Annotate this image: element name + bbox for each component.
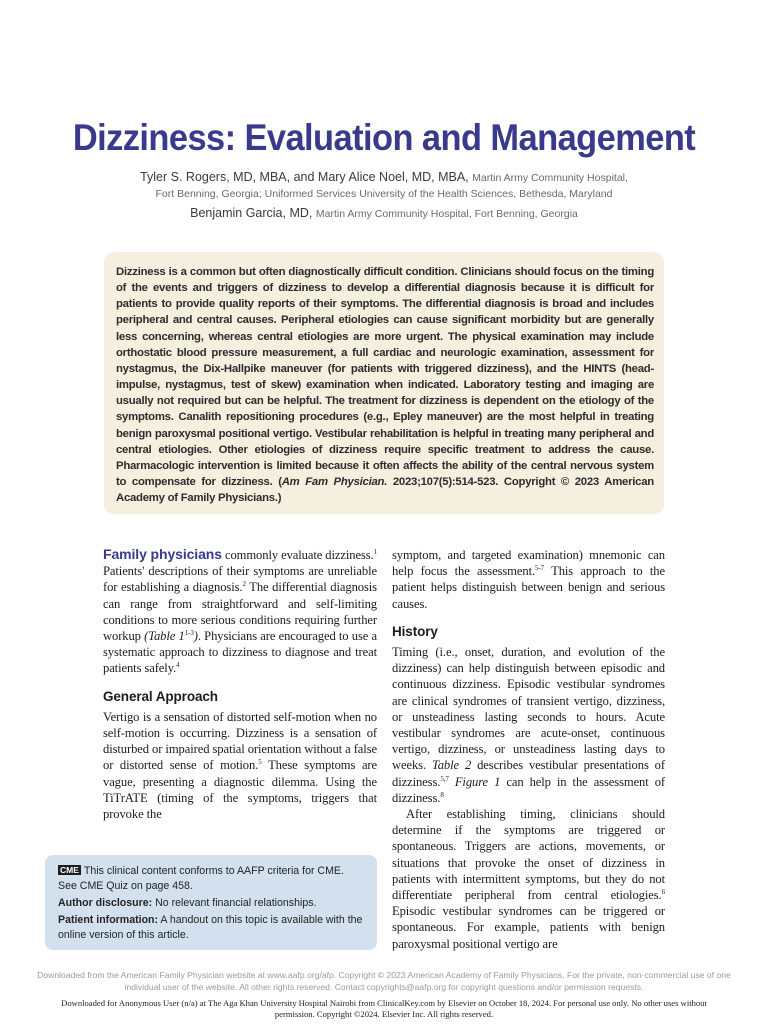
paragraph-triggers — [392, 806, 665, 952]
cme-info-box — [45, 855, 377, 950]
abstract-box — [104, 252, 664, 514]
author-line-1 — [0, 170, 768, 184]
disclosure-text: No relevant financial relationships. — [152, 897, 317, 909]
text-span: Episodic vestibular syndromes can be triggered or spontaneous. For example, patients with benign paroxysmal positional vertigo are — [392, 904, 665, 951]
figure-reference[interactable]: Figure 1 — [454, 774, 501, 789]
text-span: describes vestibular presentations of dizziness. — [392, 758, 665, 789]
text-span: Timing (i.e., onset, duration, and evolution of the dizziness) can help distinguish between episodic and continuous dizziness. Episodic vestibular syndromes are clinical syndromes of transient vertigo, dizziness, or unsteadiness lasting seconds to hours. Acute vestibular syndromes are acute-onset, continuous vertigo, dizziness, or unsteadiness lasting days to weeks. — [392, 645, 665, 773]
author-affiliation-2: Fort Benning, Georgia; Uniformed Services University of the Health Sciences, Bethesda, Maryland — [155, 188, 613, 200]
citation: 5,7 — [440, 774, 449, 783]
paragraph-general-approach — [103, 709, 377, 822]
lead-in: Family physicians — [103, 546, 222, 562]
text-span: This approach to the patient helps distinguish between benign and serious causes. — [392, 564, 665, 611]
citation: 1 — [373, 547, 378, 556]
citation: 1-3 — [184, 628, 194, 637]
download-footer: Downloaded for Anonymous User (n/a) at The Aga Khan University Hospital Nairobi from ClinicalKey.com by Elsevier on October 18, 2024. For personal use only. No other uses without permission. Copyright ©2024. Elsevier Inc. All rights reserved. — [61, 998, 707, 1019]
heading-general-approach: General Approach — [103, 688, 218, 704]
text-span: Vertigo is a sensation of distorted self-motion when no self-motion is occurring. Dizziness is a sensation of disturbed or impaired spatial orientation without a false or distorted sense of motion. — [103, 709, 377, 773]
text-span: commonly evaluate dizziness. — [221, 548, 374, 562]
citation: 4 — [176, 661, 180, 670]
cme-text — [58, 864, 363, 945]
table-reference[interactable]: (Table 1 — [144, 629, 185, 644]
paragraph-continued — [392, 547, 665, 612]
author-affiliation-3: Martin Army Community Hospital, Fort Benning, Georgia — [315, 208, 578, 220]
text-span: symptom, and targeted examination) mnemonic can help focus the assessment. — [392, 548, 665, 579]
author-names-1: Tyler S. Rogers, MD, MBA, and Mary Alice Noel, MD, MBA, — [140, 170, 469, 184]
abstract-journal: Am Fam Physician. — [281, 476, 388, 489]
cme-statement-text: This clinical content conforms to AAFP criteria for CME. See CME Quiz on page 458. — [58, 865, 344, 892]
citation: 5-7 — [535, 564, 545, 573]
article-title: Dizziness: Evaluation and Management — [72, 117, 696, 158]
author-line-3 — [0, 206, 768, 220]
table-reference-close: ) — [193, 629, 198, 644]
author-disclosure — [58, 896, 363, 911]
citation: 2 — [242, 580, 246, 589]
text-span: Patients' descriptions of their symptoms are unreliable for establishing a diagnosis. — [103, 564, 377, 595]
body-column-right — [392, 547, 665, 952]
patient-info-text: A handout on this topic is available with the online version of this article. — [58, 914, 363, 941]
table-reference[interactable]: Table 2 — [431, 758, 472, 773]
citation: 8 — [440, 790, 444, 799]
paragraph-intro — [103, 546, 377, 677]
body-column-left — [103, 546, 377, 822]
text-span: These symptoms are vague, presenting a diagnostic dilemma. Using the TiTrATE (timing of the symptoms, triggers that provoke the — [103, 758, 378, 822]
cme-badge: CME — [60, 865, 79, 875]
author-names-3: Benjamin Garcia, MD, — [190, 206, 313, 220]
citation: 6 — [661, 887, 665, 896]
heading-history: History — [392, 623, 438, 639]
citation: 5 — [258, 758, 262, 767]
paragraph-history — [392, 644, 665, 806]
copyright-footer: Downloaded from the American Family Physician website at www.aafp.org/afp. Copyright © 2023 American Academy of Family Physicians. For the private, non-commercial use of one individual user of the website. All other rights reserved. Contact copyrights@aafp.org for copyright questions and/or permission requests. — [37, 970, 731, 992]
abstract-text — [116, 264, 654, 506]
author-affiliation-1: Martin Army Community Hospital, — [472, 172, 628, 184]
patient-information — [58, 913, 363, 943]
abstract-body: Dizziness is a common but often diagnostically difficult condition. Clinicians should focus on the timing of the events and triggers of dizziness to develop a differential diagnosis because it is difficult for patients to provide quality reports of their symptoms. The differential diagnosis is broad and includes peripheral and central causes. Peripheral etiologies can cause significant morbidity but are generally less concerning, whereas central etiologies are more urgent. The physical examination may include orthostatic blood pressure measurement, a full cardiac and neurologic examination, assessment for nystagmus, the Dix-Hallpike maneuver (for patients with triggered dizziness), and the HINTS (head-impulse, nystagmus, test of skew) examination when indicated. Laboratory testing and imaging are usually not required but can be helpful. The treatment for dizziness is dependent on the etiology of the symptoms. Canalith repositioning procedures (e.g., Epley maneuver) are the most helpful in treating benign paroxysmal positional vertigo. Vestibular rehabilitation is helpful in treating many peripheral and central etiologies. Other etiologies of dizziness require specific treatment to address the cause. Pharmacologic intervention is limited because it often affects the ability of the central nervous system to compensate for dizziness. ( — [116, 266, 654, 489]
disclosure-label: Author disclosure: — [58, 897, 153, 909]
text-span: After establishing timing, clinicians should determine if the symptoms are triggered or spontaneous. Triggers are actions, movements, or situations that provoke the onset of dizziness in patients with intermittent symptoms, but they do not differentiate peripheral from central etiologies. — [392, 807, 665, 903]
patient-info-label: Patient information: — [58, 914, 159, 926]
text-span: The differential diagnosis can range from straightforward and self-limiting conditions to more serious conditions requiring further workup — [103, 580, 377, 644]
text-span: can help in the assessment of dizziness. — [392, 774, 665, 805]
abstract-citation: 2023;107(5):514-523. Copyright © 2023 American Academy of Family Physicians.) — [116, 476, 654, 505]
cme-statement — [58, 864, 363, 894]
text-span: . Physicians are encouraged to use a systematic approach to dizziness to diagnose and treat patients safely. — [103, 629, 377, 676]
